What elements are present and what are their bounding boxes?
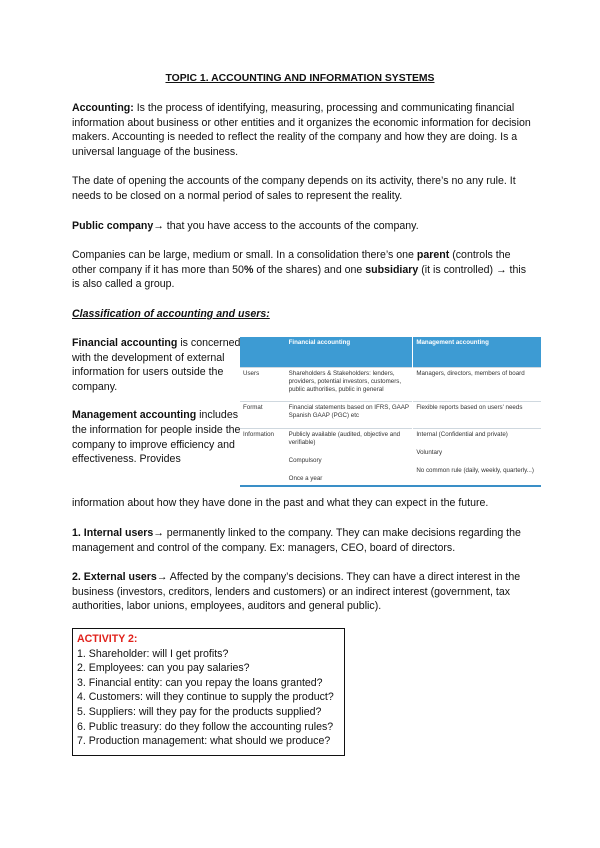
external-users-paragraph [72,570,532,614]
row-label: Format [240,402,286,429]
table-header-row [240,337,541,368]
financial-info-line: Publicly available (audited, objective and verifiable) [288,431,401,446]
management-accounting-term: Management accounting [72,409,197,422]
table-header-cell [240,337,286,368]
activity-item: 1. Shareholder: will I get profits? [77,647,229,660]
table-row [240,429,541,487]
financial-accounting-paragraph [72,336,254,394]
opening-paragraph: The date of opening the accounts of the company depends on its activity, there’s no any rule. It needs to be closed on a normal period of sales to represent the reality. [72,175,516,202]
activity-item: 3. Financial entity: can you repay the loans granted? [77,676,323,689]
financial-info-line: Once a year [288,475,323,482]
subsidiary-term: subsidiary [365,263,419,276]
financial-info-line: Compulsory [288,457,322,464]
parent-term: parent [416,249,450,261]
accounting-definition [72,101,532,159]
activity-box [72,628,345,756]
table-header-cell: Financial accounting [286,337,413,368]
accounting-term: Accounting: [72,102,134,114]
management-cell: Flexible reports based on users' needs [413,402,541,429]
row-label: Information [240,429,286,487]
companies-text-3: of the shares) and one [253,263,366,276]
activity-item: 7. Production management: what should we produce? [77,735,331,748]
provides-continuation: information about how they have done in the past and what they can expect in the future. [72,497,489,509]
accounting-types-column [72,336,254,467]
financial-cell: Shareholders & Stakeholders: lenders, providers, potential investors, customers, public authorities, public in general [286,368,413,402]
management-cell: Managers, directors, members of board [413,368,541,402]
activity-heading: ACTIVITY 2: [77,633,138,645]
accounting-text: Is the process of identifying, measuring, processing and communicating financial information about business or other entities and it organizes the economic information for decision makers. Accounting is needed to reflect the reality of the company and how they are doing. Is a universal language of the business. [72,102,531,158]
activity-item: 4. Customers: will they continue to supply the product? [77,691,334,704]
companies-text-4: (it is controlled) → this is also called a group. [72,263,527,291]
financial-cell: Financial statements based on IFRS, GAAP Spanish GAAP (PGC) etc [286,402,413,429]
activity-item: 2. Employees: can you pay salaries? [77,662,250,675]
activity-item: 6. Public treasury: do they follow the accounting rules? [77,720,334,733]
financial-cell [286,429,413,487]
row-label: Users [240,368,286,402]
internal-users-term: 1. Internal users [72,527,154,539]
table-row [240,368,541,402]
classification-heading: Classification of accounting and users: [72,308,270,320]
management-info-line: Internal (Confidential and private) [416,431,508,438]
financial-accounting-text: is concerned with the development of external information for users outside the company. [72,337,241,393]
table-header-cell: Management accounting [413,337,541,368]
percent-sign: % [243,263,254,276]
companies-paragraph [72,248,532,292]
management-accounting-paragraph [72,408,254,466]
activity-item: 5. Suppliers: will they pay for the products supplied? [77,705,322,718]
external-users-term: 2. External users [72,571,157,583]
management-cell [413,429,541,487]
external-users-text: → Affected by the company’s decisions. They can have a direct interest in the business (investors, creditors, lenders and customers) or an indirect interest (government, tax authorities, labor unions, employees, auditors and general public). [72,571,521,613]
page-title: TOPIC 1. ACCOUNTING AND INFORMATION SYSTEMS [165,73,435,84]
companies-text-2: (controls the other company if it has more than 50 [72,249,511,276]
table-row [240,402,541,429]
financial-accounting-term: Financial accounting [72,337,178,349]
internal-users-text: → permanently linked to the company. They can make decisions regarding the management and control of the company. Ex: managers, CEO, board of directors. [72,527,521,554]
management-accounting-text: includes the information for people inside the company to improve efficiency and effectiveness. Provides [72,409,241,466]
public-company-text: → that you have access to the accounts of the company. [153,220,419,232]
public-company-term: Public company [72,220,154,232]
accounting-comparison-table [240,337,541,487]
public-company-paragraph [72,219,532,234]
management-info-line: Voluntary [416,449,443,456]
companies-text-1: Companies can be large, medium or small. In a consolidation there’s one [72,249,417,261]
management-info-line: No common rule (daily, weekly, quarterly...) [416,467,534,474]
internal-users-paragraph [72,526,532,555]
